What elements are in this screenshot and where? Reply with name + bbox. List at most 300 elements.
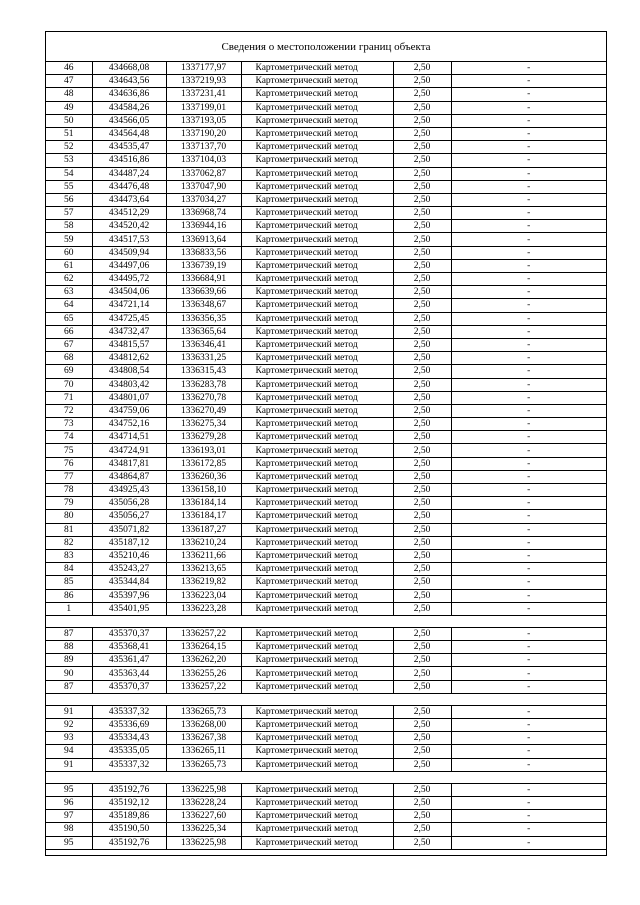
x-coordinate-cell: 435189,86 <box>92 810 166 823</box>
method-cell: Картометрический метод <box>241 732 393 745</box>
y-coordinate-cell: 1336833,56 <box>166 246 241 259</box>
description-cell: - <box>451 101 606 114</box>
method-cell: Картометрический метод <box>241 654 393 667</box>
description-cell: - <box>451 796 606 809</box>
method-cell: Картометрический метод <box>241 431 393 444</box>
method-cell: Картометрический метод <box>241 114 393 127</box>
y-coordinate-cell: 1336219,82 <box>166 576 241 589</box>
method-cell: Картометрический метод <box>241 641 393 654</box>
description-cell: - <box>451 365 606 378</box>
point-number-cell: 89 <box>46 654 92 667</box>
point-number-cell: 59 <box>46 233 92 246</box>
precision-cell: 2,50 <box>393 391 451 404</box>
x-coordinate-cell: 434487,24 <box>92 167 166 180</box>
description-cell: - <box>451 154 606 167</box>
y-coordinate-cell: 1336365,64 <box>166 325 241 338</box>
point-number-cell: 77 <box>46 470 92 483</box>
description-cell: - <box>451 325 606 338</box>
y-coordinate-cell: 1336213,65 <box>166 563 241 576</box>
table-row <box>46 246 606 259</box>
table-row <box>46 667 606 680</box>
point-number-cell: 67 <box>46 338 92 351</box>
method-cell: Картометрический метод <box>241 549 393 562</box>
point-number-cell: 65 <box>46 312 92 325</box>
x-coordinate-cell: 434516,86 <box>92 154 166 167</box>
point-number-cell: 76 <box>46 457 92 470</box>
point-number-cell: 53 <box>46 154 92 167</box>
point-number-cell: 48 <box>46 88 92 101</box>
x-coordinate-cell: 435363,44 <box>92 667 166 680</box>
table-row <box>46 576 606 589</box>
table-row <box>46 154 606 167</box>
description-cell: - <box>451 233 606 246</box>
precision-cell: 2,50 <box>393 207 451 220</box>
x-coordinate-cell: 435370,37 <box>92 680 166 693</box>
table-row <box>46 180 606 193</box>
point-number-cell: 95 <box>46 783 92 796</box>
method-cell: Картометрический метод <box>241 536 393 549</box>
precision-cell: 2,50 <box>393 233 451 246</box>
method-cell: Картометрический метод <box>241 484 393 497</box>
method-cell: Картометрический метод <box>241 273 393 286</box>
description-cell: - <box>451 576 606 589</box>
y-coordinate-cell: 1336275,34 <box>166 418 241 431</box>
precision-cell: 2,50 <box>393 246 451 259</box>
point-number-cell: 92 <box>46 719 92 732</box>
precision-cell: 2,50 <box>393 299 451 312</box>
point-number-cell: 86 <box>46 589 92 602</box>
description-cell: - <box>451 114 606 127</box>
method-cell: Картометрический метод <box>241 233 393 246</box>
precision-cell: 2,50 <box>393 312 451 325</box>
point-number-cell: 87 <box>46 627 92 640</box>
table-row <box>46 273 606 286</box>
method-cell: Картометрический метод <box>241 154 393 167</box>
method-cell: Картометрический метод <box>241 823 393 836</box>
method-cell: Картометрический метод <box>241 563 393 576</box>
point-number-cell: 54 <box>46 167 92 180</box>
x-coordinate-cell: 434636,86 <box>92 88 166 101</box>
table-row <box>46 783 606 796</box>
precision-cell: 2,50 <box>393 365 451 378</box>
x-coordinate-cell: 434752,16 <box>92 418 166 431</box>
precision-cell: 2,50 <box>393 444 451 457</box>
y-coordinate-cell: 1336227,60 <box>166 810 241 823</box>
precision-cell: 2,50 <box>393 470 451 483</box>
y-coordinate-cell: 1337137,70 <box>166 141 241 154</box>
x-coordinate-cell: 435243,27 <box>92 563 166 576</box>
x-coordinate-cell: 434817,81 <box>92 457 166 470</box>
point-number-cell: 70 <box>46 378 92 391</box>
x-coordinate-cell: 434517,53 <box>92 233 166 246</box>
y-coordinate-cell: 1336270,78 <box>166 391 241 404</box>
method-cell: Картометрический метод <box>241 810 393 823</box>
table-row <box>46 207 606 220</box>
precision-cell: 2,50 <box>393 127 451 140</box>
point-number-cell: 81 <box>46 523 92 536</box>
description-cell: - <box>451 563 606 576</box>
table-row <box>46 536 606 549</box>
x-coordinate-cell: 435337,32 <box>92 758 166 771</box>
method-cell: Картометрический метод <box>241 576 393 589</box>
precision-cell: 2,50 <box>393 180 451 193</box>
point-number-cell: 55 <box>46 180 92 193</box>
y-coordinate-cell: 1337177,97 <box>166 62 241 75</box>
x-coordinate-cell: 434815,57 <box>92 338 166 351</box>
x-coordinate-cell: 434725,45 <box>92 312 166 325</box>
table-row <box>46 167 606 180</box>
y-coordinate-cell: 1336257,22 <box>166 680 241 693</box>
point-number-cell: 79 <box>46 497 92 510</box>
method-cell: Картометрический метод <box>241 167 393 180</box>
precision-cell: 2,50 <box>393 273 451 286</box>
table-row <box>46 589 606 602</box>
method-cell: Картометрический метод <box>241 246 393 259</box>
precision-cell: 2,50 <box>393 602 451 615</box>
y-coordinate-cell: 1336346,41 <box>166 338 241 351</box>
x-coordinate-cell: 434566,05 <box>92 114 166 127</box>
method-cell: Картометрический метод <box>241 141 393 154</box>
description-cell: - <box>451 141 606 154</box>
y-coordinate-cell: 1337231,41 <box>166 88 241 101</box>
x-coordinate-cell: 434643,56 <box>92 75 166 88</box>
x-coordinate-cell: 434721,14 <box>92 299 166 312</box>
separator-cell <box>46 615 606 627</box>
method-cell: Картометрический метод <box>241 444 393 457</box>
description-cell: - <box>451 680 606 693</box>
y-coordinate-cell: 1337219,93 <box>166 75 241 88</box>
x-coordinate-cell: 435336,69 <box>92 719 166 732</box>
y-coordinate-cell: 1337190,20 <box>166 127 241 140</box>
description-cell: - <box>451 127 606 140</box>
description-cell: - <box>451 246 606 259</box>
point-number-cell: 46 <box>46 62 92 75</box>
method-cell: Картометрический метод <box>241 325 393 338</box>
y-coordinate-cell: 1336264,15 <box>166 641 241 654</box>
x-coordinate-cell: 434520,42 <box>92 220 166 233</box>
y-coordinate-cell: 1336257,22 <box>166 627 241 640</box>
table-row <box>46 62 606 75</box>
point-number-cell: 49 <box>46 101 92 114</box>
method-cell: Картометрический метод <box>241 338 393 351</box>
x-coordinate-cell: 435187,12 <box>92 536 166 549</box>
method-cell: Картометрический метод <box>241 391 393 404</box>
table-row <box>46 286 606 299</box>
y-coordinate-cell: 1336265,11 <box>166 745 241 758</box>
y-coordinate-cell: 1336283,78 <box>166 378 241 391</box>
method-cell: Картометрический метод <box>241 836 393 849</box>
x-coordinate-cell: 435334,43 <box>92 732 166 745</box>
table-row <box>46 470 606 483</box>
precision-cell: 2,50 <box>393 823 451 836</box>
x-coordinate-cell: 435368,41 <box>92 641 166 654</box>
precision-cell: 2,50 <box>393 641 451 654</box>
method-cell: Картометрический метод <box>241 418 393 431</box>
precision-cell: 2,50 <box>393 259 451 272</box>
table-row <box>46 810 606 823</box>
method-cell: Картометрический метод <box>241 378 393 391</box>
precision-cell: 2,50 <box>393 563 451 576</box>
y-coordinate-cell: 1336187,27 <box>166 523 241 536</box>
table-row <box>46 338 606 351</box>
y-coordinate-cell: 1336739,19 <box>166 259 241 272</box>
table-row <box>46 719 606 732</box>
method-cell: Картометрический метод <box>241 299 393 312</box>
description-cell: - <box>451 457 606 470</box>
y-coordinate-cell: 1336223,04 <box>166 589 241 602</box>
point-number-cell: 88 <box>46 641 92 654</box>
description-cell: - <box>451 602 606 615</box>
table-row <box>46 484 606 497</box>
description-cell: - <box>451 299 606 312</box>
point-number-cell: 98 <box>46 823 92 836</box>
method-cell: Картометрический метод <box>241 745 393 758</box>
method-cell: Картометрический метод <box>241 510 393 523</box>
y-coordinate-cell: 1336968,74 <box>166 207 241 220</box>
y-coordinate-cell: 1336262,20 <box>166 654 241 667</box>
table-row <box>46 602 606 615</box>
method-cell: Картометрический метод <box>241 667 393 680</box>
precision-cell: 2,50 <box>393 484 451 497</box>
description-cell: - <box>451 378 606 391</box>
table-row <box>46 549 606 562</box>
point-number-cell: 52 <box>46 141 92 154</box>
method-cell: Картометрический метод <box>241 101 393 114</box>
description-cell: - <box>451 404 606 417</box>
precision-cell: 2,50 <box>393 88 451 101</box>
y-coordinate-cell: 1336172,85 <box>166 457 241 470</box>
method-cell: Картометрический метод <box>241 365 393 378</box>
precision-cell: 2,50 <box>393 220 451 233</box>
y-coordinate-cell: 1336268,00 <box>166 719 241 732</box>
precision-cell: 2,50 <box>393 549 451 562</box>
point-number-cell: 78 <box>46 484 92 497</box>
y-coordinate-cell: 1336225,98 <box>166 783 241 796</box>
y-coordinate-cell: 1336639,66 <box>166 286 241 299</box>
point-number-cell: 1 <box>46 602 92 615</box>
point-number-cell: 84 <box>46 563 92 576</box>
group-separator <box>46 771 606 783</box>
precision-cell: 2,50 <box>393 457 451 470</box>
x-coordinate-cell: 434504,06 <box>92 286 166 299</box>
point-number-cell: 85 <box>46 576 92 589</box>
precision-cell: 2,50 <box>393 141 451 154</box>
point-number-cell: 94 <box>46 745 92 758</box>
precision-cell: 2,50 <box>393 627 451 640</box>
x-coordinate-cell: 435401,95 <box>92 602 166 615</box>
method-cell: Картометрический метод <box>241 680 393 693</box>
precision-cell: 2,50 <box>393 154 451 167</box>
table-row <box>46 88 606 101</box>
point-number-cell: 58 <box>46 220 92 233</box>
y-coordinate-cell: 1336331,25 <box>166 352 241 365</box>
description-cell: - <box>451 497 606 510</box>
y-coordinate-cell: 1336225,34 <box>166 823 241 836</box>
method-cell: Картометрический метод <box>241 589 393 602</box>
y-coordinate-cell: 1336210,24 <box>166 536 241 549</box>
x-coordinate-cell: 434509,94 <box>92 246 166 259</box>
table-row <box>46 114 606 127</box>
precision-cell: 2,50 <box>393 75 451 88</box>
method-cell: Картометрический метод <box>241 627 393 640</box>
method-cell: Картометрический метод <box>241 127 393 140</box>
point-number-cell: 72 <box>46 404 92 417</box>
x-coordinate-cell: 434732,47 <box>92 325 166 338</box>
description-cell: - <box>451 510 606 523</box>
method-cell: Картометрический метод <box>241 62 393 75</box>
description-cell: - <box>451 62 606 75</box>
precision-cell: 2,50 <box>393 705 451 718</box>
x-coordinate-cell: 435335,05 <box>92 745 166 758</box>
point-number-cell: 71 <box>46 391 92 404</box>
y-coordinate-cell: 1336356,35 <box>166 312 241 325</box>
description-cell: - <box>451 431 606 444</box>
x-coordinate-cell: 434724,91 <box>92 444 166 457</box>
x-coordinate-cell: 434808,54 <box>92 365 166 378</box>
x-coordinate-cell: 434564,48 <box>92 127 166 140</box>
precision-cell: 2,50 <box>393 101 451 114</box>
precision-cell: 2,50 <box>393 810 451 823</box>
table-row <box>46 404 606 417</box>
point-number-cell: 66 <box>46 325 92 338</box>
point-number-cell: 50 <box>46 114 92 127</box>
y-coordinate-cell: 1336315,43 <box>166 365 241 378</box>
description-cell: - <box>451 418 606 431</box>
method-cell: Картометрический метод <box>241 719 393 732</box>
x-coordinate-cell: 434925,43 <box>92 484 166 497</box>
method-cell: Картометрический метод <box>241 457 393 470</box>
point-number-cell: 64 <box>46 299 92 312</box>
table-row <box>46 352 606 365</box>
group-separator <box>46 693 606 705</box>
precision-cell: 2,50 <box>393 418 451 431</box>
point-number-cell: 83 <box>46 549 92 562</box>
table-row <box>46 101 606 114</box>
point-number-cell: 80 <box>46 510 92 523</box>
method-cell: Картометрический метод <box>241 352 393 365</box>
method-cell: Картометрический метод <box>241 796 393 809</box>
description-cell: - <box>451 536 606 549</box>
x-coordinate-cell: 435344,84 <box>92 576 166 589</box>
precision-cell: 2,50 <box>393 654 451 667</box>
description-cell: - <box>451 180 606 193</box>
table-row <box>46 378 606 391</box>
table-row <box>46 193 606 206</box>
point-number-cell: 95 <box>46 836 92 849</box>
table-row <box>46 233 606 246</box>
precision-cell: 2,50 <box>393 589 451 602</box>
x-coordinate-cell: 435192,12 <box>92 796 166 809</box>
y-coordinate-cell: 1336211,66 <box>166 549 241 562</box>
point-number-cell: 60 <box>46 246 92 259</box>
table-row <box>46 654 606 667</box>
x-coordinate-cell: 435192,76 <box>92 783 166 796</box>
table-row <box>46 457 606 470</box>
y-coordinate-cell: 1336260,36 <box>166 470 241 483</box>
description-cell: - <box>451 88 606 101</box>
coordinates-table <box>46 62 606 850</box>
precision-cell: 2,50 <box>393 680 451 693</box>
precision-cell: 2,50 <box>393 338 451 351</box>
description-cell: - <box>451 654 606 667</box>
precision-cell: 2,50 <box>393 352 451 365</box>
precision-cell: 2,50 <box>393 193 451 206</box>
x-coordinate-cell: 434759,06 <box>92 404 166 417</box>
table-row <box>46 758 606 771</box>
y-coordinate-cell: 1336223,28 <box>166 602 241 615</box>
method-cell: Картометрический метод <box>241 207 393 220</box>
point-number-cell: 75 <box>46 444 92 457</box>
table-row <box>46 705 606 718</box>
y-coordinate-cell: 1336913,64 <box>166 233 241 246</box>
precision-cell: 2,50 <box>393 167 451 180</box>
x-coordinate-cell: 434803,42 <box>92 378 166 391</box>
description-cell: - <box>451 523 606 536</box>
precision-cell: 2,50 <box>393 667 451 680</box>
table-row <box>46 220 606 233</box>
y-coordinate-cell: 1336184,17 <box>166 510 241 523</box>
description-cell: - <box>451 810 606 823</box>
separator-cell <box>46 771 606 783</box>
method-cell: Картометрический метод <box>241 705 393 718</box>
y-coordinate-cell: 1336279,28 <box>166 431 241 444</box>
x-coordinate-cell: 435056,27 <box>92 510 166 523</box>
point-number-cell: 82 <box>46 536 92 549</box>
precision-cell: 2,50 <box>393 523 451 536</box>
x-coordinate-cell: 434714,51 <box>92 431 166 444</box>
table-row <box>46 365 606 378</box>
y-coordinate-cell: 1336255,26 <box>166 667 241 680</box>
description-cell: - <box>451 220 606 233</box>
method-cell: Картометрический метод <box>241 497 393 510</box>
precision-cell: 2,50 <box>393 378 451 391</box>
precision-cell: 2,50 <box>393 286 451 299</box>
table-row <box>46 312 606 325</box>
x-coordinate-cell: 434801,07 <box>92 391 166 404</box>
y-coordinate-cell: 1336228,24 <box>166 796 241 809</box>
table-row <box>46 627 606 640</box>
y-coordinate-cell: 1337104,03 <box>166 154 241 167</box>
description-cell: - <box>451 207 606 220</box>
table-row <box>46 641 606 654</box>
point-number-cell: 63 <box>46 286 92 299</box>
y-coordinate-cell: 1336265,73 <box>166 705 241 718</box>
table-row <box>46 510 606 523</box>
precision-cell: 2,50 <box>393 510 451 523</box>
table-row <box>46 75 606 88</box>
point-number-cell: 87 <box>46 680 92 693</box>
precision-cell: 2,50 <box>393 536 451 549</box>
point-number-cell: 47 <box>46 75 92 88</box>
x-coordinate-cell: 434473,64 <box>92 193 166 206</box>
description-cell: - <box>451 719 606 732</box>
description-cell: - <box>451 589 606 602</box>
description-cell: - <box>451 75 606 88</box>
method-cell: Картометрический метод <box>241 602 393 615</box>
description-cell: - <box>451 549 606 562</box>
table-row <box>46 418 606 431</box>
table-row <box>46 141 606 154</box>
method-cell: Картометрический метод <box>241 523 393 536</box>
description-cell: - <box>451 705 606 718</box>
description-cell: - <box>451 745 606 758</box>
precision-cell: 2,50 <box>393 758 451 771</box>
separator-cell <box>46 693 606 705</box>
x-coordinate-cell: 435370,37 <box>92 627 166 640</box>
precision-cell: 2,50 <box>393 404 451 417</box>
description-cell: - <box>451 783 606 796</box>
table-row <box>46 823 606 836</box>
